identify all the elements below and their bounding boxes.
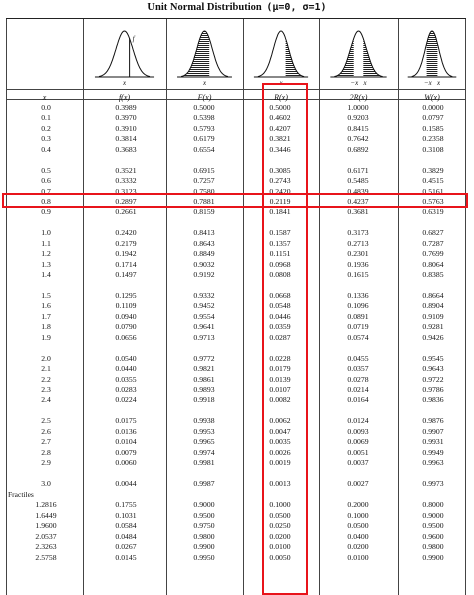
x-value: 1.7 [41, 311, 51, 321]
table-cell: 0.8064 [422, 259, 444, 269]
table-cell: 0.1587 [269, 228, 291, 238]
table-cell: 0.6171 [347, 165, 369, 175]
table-cell: 0.6827 [422, 228, 444, 238]
table-cell: 0.7642 [347, 134, 369, 144]
table-cell: 0.0228 [269, 353, 291, 363]
table-cell: 0.9203 [347, 113, 369, 123]
table-cell: 0.0250 [269, 521, 291, 531]
normal-distribution-table [6, 18, 466, 595]
table-cell: 0.9931 [422, 437, 444, 447]
table-cell: 0.9876 [422, 416, 444, 426]
table-cell: 0.3332 [115, 176, 137, 186]
column-header: W(x) [424, 93, 440, 102]
table-cell: 0.3989 [115, 103, 137, 112]
table-cell: 0.9452 [193, 301, 215, 311]
table-cell: 0.0026 [269, 447, 291, 457]
x-value: 1.3 [41, 259, 51, 269]
column-header: f(x) [118, 93, 131, 102]
table-cell: 0.2301 [347, 249, 369, 259]
table-cell: 0.9192 [193, 270, 215, 280]
table-cell: 0.9554 [193, 311, 215, 321]
highlight-column-rx [262, 83, 308, 595]
table-cell: 0.0940 [115, 311, 137, 321]
table-cell: 0.9973 [422, 478, 444, 488]
table-cell: 0.4602 [269, 113, 291, 123]
table-cell: 0.0357 [347, 364, 369, 374]
title-text: Unit Normal Distribution [147, 2, 262, 13]
cdf-shaded-icon [171, 23, 238, 87]
x-value: 2.0 [41, 353, 51, 363]
table-cell: 0.3521 [115, 165, 137, 175]
table-cell: 0.0548 [269, 301, 291, 311]
table-cell: 0.0446 [269, 311, 291, 321]
icon-axis-label: −x x [350, 79, 367, 87]
table-cell: 0.0224 [115, 395, 137, 405]
icon-curve-label: f [132, 35, 135, 43]
table-cell: 0.0440 [115, 364, 137, 374]
table-cell: 0.0359 [269, 322, 291, 332]
x-value: 0.1 [41, 113, 51, 123]
table-cell: 0.0051 [347, 447, 369, 457]
table-cell: 0.9974 [193, 447, 215, 457]
table-cell: 0.1031 [115, 510, 137, 520]
table-cell: 0.0175 [115, 416, 137, 426]
table-cell: 0.9000 [193, 500, 215, 510]
table-cell: 0.0107 [269, 384, 291, 394]
table-cell: 0.2420 [115, 228, 137, 238]
table-cell: 0.5000 [193, 103, 215, 112]
table-cell: 0.1109 [115, 301, 137, 311]
table-cell: 0.2119 [269, 197, 291, 206]
table-cell: 0.7287 [422, 238, 444, 248]
table-cell: 0.1615 [347, 270, 369, 280]
table-cell: 0.4515 [422, 176, 444, 186]
table-cell: 0.9893 [193, 384, 215, 394]
x-value: 2.9 [41, 458, 51, 468]
x-value: 2.7 [41, 437, 51, 447]
column-header: R(x) [274, 93, 288, 102]
table-cell: 0.5763 [422, 197, 444, 206]
table-cell: 0.9713 [193, 332, 215, 342]
table-cell: 0.8415 [347, 123, 369, 133]
table-cell: 0.1585 [422, 123, 444, 133]
table-cell: 0.0069 [347, 437, 369, 447]
table-cell: 0.9900 [193, 542, 215, 552]
table-cell: 0.0013 [269, 478, 291, 488]
x-value: 1.5 [41, 290, 51, 300]
title-params: (μ=0, σ=1) [266, 2, 327, 13]
x-value: 2.3 [41, 384, 51, 394]
table-cell: 0.1000 [269, 500, 291, 510]
x-value: 0.8 [41, 197, 51, 206]
table-cell: 1.0000 [347, 103, 369, 112]
table-cell: 0.9918 [193, 395, 215, 405]
table-cell: 0.3814 [115, 134, 137, 144]
table-cell: 0.3123 [115, 186, 137, 196]
table-cell: 0.0455 [347, 353, 369, 363]
table-cell: 0.0267 [115, 542, 137, 552]
table-cell: 0.9500 [422, 521, 444, 531]
table-cell: 0.7881 [193, 197, 215, 206]
table-cell: 0.1096 [347, 301, 369, 311]
table-cell: 0.0790 [115, 322, 137, 332]
table-cell: 0.0037 [347, 458, 369, 468]
table-cell: 0.9032 [193, 259, 215, 269]
x-value: 1.2 [41, 249, 51, 259]
table-cell: 0.0278 [347, 374, 369, 384]
x-value: 0.4 [41, 144, 51, 154]
table-cell: 0.9500 [193, 510, 215, 520]
table-cell: 0.0540 [115, 353, 137, 363]
table-cell: 0.0355 [115, 374, 137, 384]
table-cell: 0.9800 [193, 531, 215, 541]
table-cell: 0.0062 [269, 416, 291, 426]
table-cell: 0.1942 [115, 249, 137, 259]
table-cell: 0.3085 [269, 165, 291, 175]
column-divider [243, 19, 244, 595]
x-value: 2.0537 [35, 531, 57, 541]
column-divider [465, 19, 466, 595]
icon-axis-label: x [202, 79, 207, 87]
table-cell: 0.4207 [269, 123, 291, 133]
table-cell: 0.0100 [269, 542, 291, 552]
table-cell: 0.3173 [347, 228, 369, 238]
table-cell: 0.1000 [347, 510, 369, 520]
table-cell: 0.3446 [269, 144, 291, 154]
x-value: 0.9 [41, 207, 51, 217]
table-cell: 0.9786 [422, 384, 444, 394]
central-area-icon [403, 23, 461, 87]
table-cell: 0.0484 [115, 531, 137, 541]
table-cell: 0.1841 [269, 207, 291, 217]
table-cell: 0.0668 [269, 290, 291, 300]
table-cell: 0.9836 [422, 395, 444, 405]
table-cell: 0.0400 [347, 531, 369, 541]
table-cell: 0.0082 [269, 395, 291, 405]
table-cell: 0.0719 [347, 322, 369, 332]
x-value: 2.2 [41, 374, 51, 384]
table-cell: 0.3970 [115, 113, 137, 123]
table-cell: 0.8664 [422, 290, 444, 300]
table-cell: 0.0145 [115, 552, 137, 562]
table-cell: 0.0891 [347, 311, 369, 321]
table-cell: 0.0500 [347, 521, 369, 531]
x-value: 1.0 [41, 228, 51, 238]
icon-axis-label: x [122, 79, 127, 87]
x-value: 1.8 [41, 322, 51, 332]
table-cell: 0.0179 [269, 364, 291, 374]
table-cell: 0.0104 [115, 437, 137, 447]
table-cell: 0.9281 [422, 322, 444, 332]
table-cell: 0.3829 [422, 165, 444, 175]
table-cell: 0.4237 [347, 197, 369, 206]
table-cell: 0.9600 [422, 531, 444, 541]
table-cell: 0.1497 [115, 270, 137, 280]
table-cell: 0.0019 [269, 458, 291, 468]
table-cell: 0.0060 [115, 458, 137, 468]
x-value: 0.0 [41, 103, 51, 112]
table-cell: 0.0808 [269, 270, 291, 280]
table-cell: 0.9000 [422, 510, 444, 520]
x-value: 2.4 [41, 395, 51, 405]
x-value: 0.2 [41, 123, 51, 133]
table-cell: 0.9861 [193, 374, 215, 384]
table-cell: 0.6915 [193, 165, 215, 175]
table-cell: 0.5161 [422, 186, 444, 196]
page-title [0, 2, 474, 13]
table-cell: 0.3108 [422, 144, 444, 154]
right-tail-icon [248, 23, 314, 87]
table-cell: 0.9950 [193, 552, 215, 562]
x-value: 1.1 [41, 238, 51, 248]
x-value: 0.7 [41, 186, 51, 196]
table-cell: 0.8000 [422, 500, 444, 510]
table-cell: 0.9545 [422, 353, 444, 363]
table-cell: 0.0164 [347, 395, 369, 405]
table-cell: 0.0214 [347, 384, 369, 394]
table-cell: 0.0656 [115, 332, 137, 342]
table-cell: 0.0079 [115, 447, 137, 457]
table-cell: 0.1936 [347, 259, 369, 269]
table-cell: 0.2358 [422, 134, 444, 144]
table-cell: 0.9965 [193, 437, 215, 447]
x-value: 1.4 [41, 270, 51, 280]
table-cell: 0.9900 [422, 552, 444, 562]
table-cell: 0.0100 [347, 552, 369, 562]
table-cell: 0.0027 [347, 478, 369, 488]
table-cell: 0.0584 [115, 521, 137, 531]
x-value: 1.9600 [35, 521, 57, 531]
x-value: 0.6 [41, 176, 51, 186]
table-cell: 0.2661 [115, 207, 137, 217]
table-cell: 0.0200 [269, 531, 291, 541]
table-cell: 0.9800 [422, 542, 444, 552]
table-cell: 0.0968 [269, 259, 291, 269]
table-cell: 0.9641 [193, 322, 215, 332]
table-cell: 0.5485 [347, 176, 369, 186]
table-cell: 0.8385 [422, 270, 444, 280]
table-cell: 0.0574 [347, 332, 369, 342]
table-cell: 0.8904 [422, 301, 444, 311]
header-rule [6, 89, 466, 90]
table-cell: 0.0124 [347, 416, 369, 426]
table-cell: 0.9722 [422, 374, 444, 384]
column-divider [6, 19, 7, 595]
table-cell: 0.2420 [269, 186, 291, 196]
x-value: 0.3 [41, 134, 51, 144]
table-cell: 0.1295 [115, 290, 137, 300]
table-cell: 0.9949 [422, 447, 444, 457]
table-cell: 0.8413 [193, 228, 215, 238]
table-cell: 0.0044 [115, 478, 137, 488]
table-cell: 0.2897 [115, 197, 137, 206]
table-cell: 0.0139 [269, 374, 291, 384]
icon-axis-label: −x x [423, 79, 441, 87]
x-value: 2.3263 [35, 542, 57, 552]
x-value: 0.5 [41, 165, 51, 175]
table-cell: 0.3821 [269, 134, 291, 144]
x-value: 3.0 [41, 478, 51, 488]
table-cell: 0.9643 [422, 364, 444, 374]
table-cell: 0.0136 [115, 426, 137, 436]
x-value: 1.2816 [35, 500, 57, 510]
x-value: 1.6449 [35, 510, 57, 520]
table-cell: 0.6179 [193, 134, 215, 144]
column-divider [398, 19, 399, 595]
table-cell: 0.0035 [269, 437, 291, 447]
two-tail-icon [324, 23, 393, 87]
table-cell: 0.0500 [269, 510, 291, 520]
table-cell: 0.9907 [422, 426, 444, 436]
x-value: 2.1 [41, 364, 51, 374]
table-cell: 0.9938 [193, 416, 215, 426]
table-cell: 0.1151 [269, 249, 291, 259]
table-cell: 0.7699 [422, 249, 444, 259]
x-value: 1.6 [41, 301, 51, 311]
table-cell: 0.9981 [193, 458, 215, 468]
table-cell: 0.5398 [193, 113, 215, 123]
table-cell: 0.9772 [193, 353, 215, 363]
table-cell: 0.5000 [269, 103, 291, 112]
table-cell: 0.4839 [347, 186, 369, 196]
table-cell: 0.9953 [193, 426, 215, 436]
pdf-curve-icon [88, 23, 161, 87]
column-divider [166, 19, 167, 595]
table-cell: 0.6892 [347, 144, 369, 154]
table-cell: 0.2000 [347, 500, 369, 510]
table-cell: 0.0093 [347, 426, 369, 436]
column-divider [319, 19, 320, 595]
table-cell: 0.9332 [193, 290, 215, 300]
column-header: x [42, 93, 47, 102]
table-cell: 0.8159 [193, 207, 215, 217]
table-cell: 0.5793 [193, 123, 215, 133]
table-cell: 0.3683 [115, 144, 137, 154]
table-cell: 0.0000 [422, 103, 444, 112]
table-cell: 0.0797 [422, 113, 444, 123]
x-value: 2.6 [41, 426, 51, 436]
table-cell: 0.6319 [422, 207, 444, 217]
table-cell: 0.1714 [115, 259, 137, 269]
table-cell: 0.9750 [193, 521, 215, 531]
icon-axis-label: x [279, 79, 283, 87]
table-cell: 0.0050 [269, 552, 291, 562]
highlight-row-08 [2, 193, 468, 208]
x-value: 2.8 [41, 447, 51, 457]
x-value: 1.9 [41, 332, 51, 342]
table-cell: 0.2179 [115, 238, 137, 248]
table-cell: 0.1357 [269, 238, 291, 248]
table-cell: 0.3910 [115, 123, 137, 133]
column-header: 2R(x) [349, 93, 368, 102]
x-value: 2.5 [41, 416, 51, 426]
table-cell: 0.9821 [193, 364, 215, 374]
table-cell: 0.8849 [193, 249, 215, 259]
table-cell: 0.2743 [269, 176, 291, 186]
table-cell: 0.0287 [269, 332, 291, 342]
table-cell: 0.1336 [347, 290, 369, 300]
table-cell: 0.0283 [115, 384, 137, 394]
table-cell: 0.6554 [193, 144, 215, 154]
table-cell: 0.0200 [347, 542, 369, 552]
table-cell: 0.9426 [422, 332, 444, 342]
table-cell: 0.9109 [422, 311, 444, 321]
table-cell: 0.0047 [269, 426, 291, 436]
column-header: F(x) [197, 93, 212, 102]
table-cell: 0.3681 [347, 207, 369, 217]
fractiles-label: Fractiles [8, 490, 34, 500]
column-divider [83, 19, 84, 595]
table-cell: 0.2713 [347, 238, 369, 248]
table-cell: 0.9963 [422, 458, 444, 468]
table-cell: 0.1755 [115, 500, 137, 510]
table-cell: 0.9987 [193, 478, 215, 488]
table-cell: 0.8643 [193, 238, 215, 248]
table-cell: 0.7580 [193, 186, 215, 196]
x-value: 2.5758 [35, 552, 57, 562]
table-cell: 0.7257 [193, 176, 215, 186]
